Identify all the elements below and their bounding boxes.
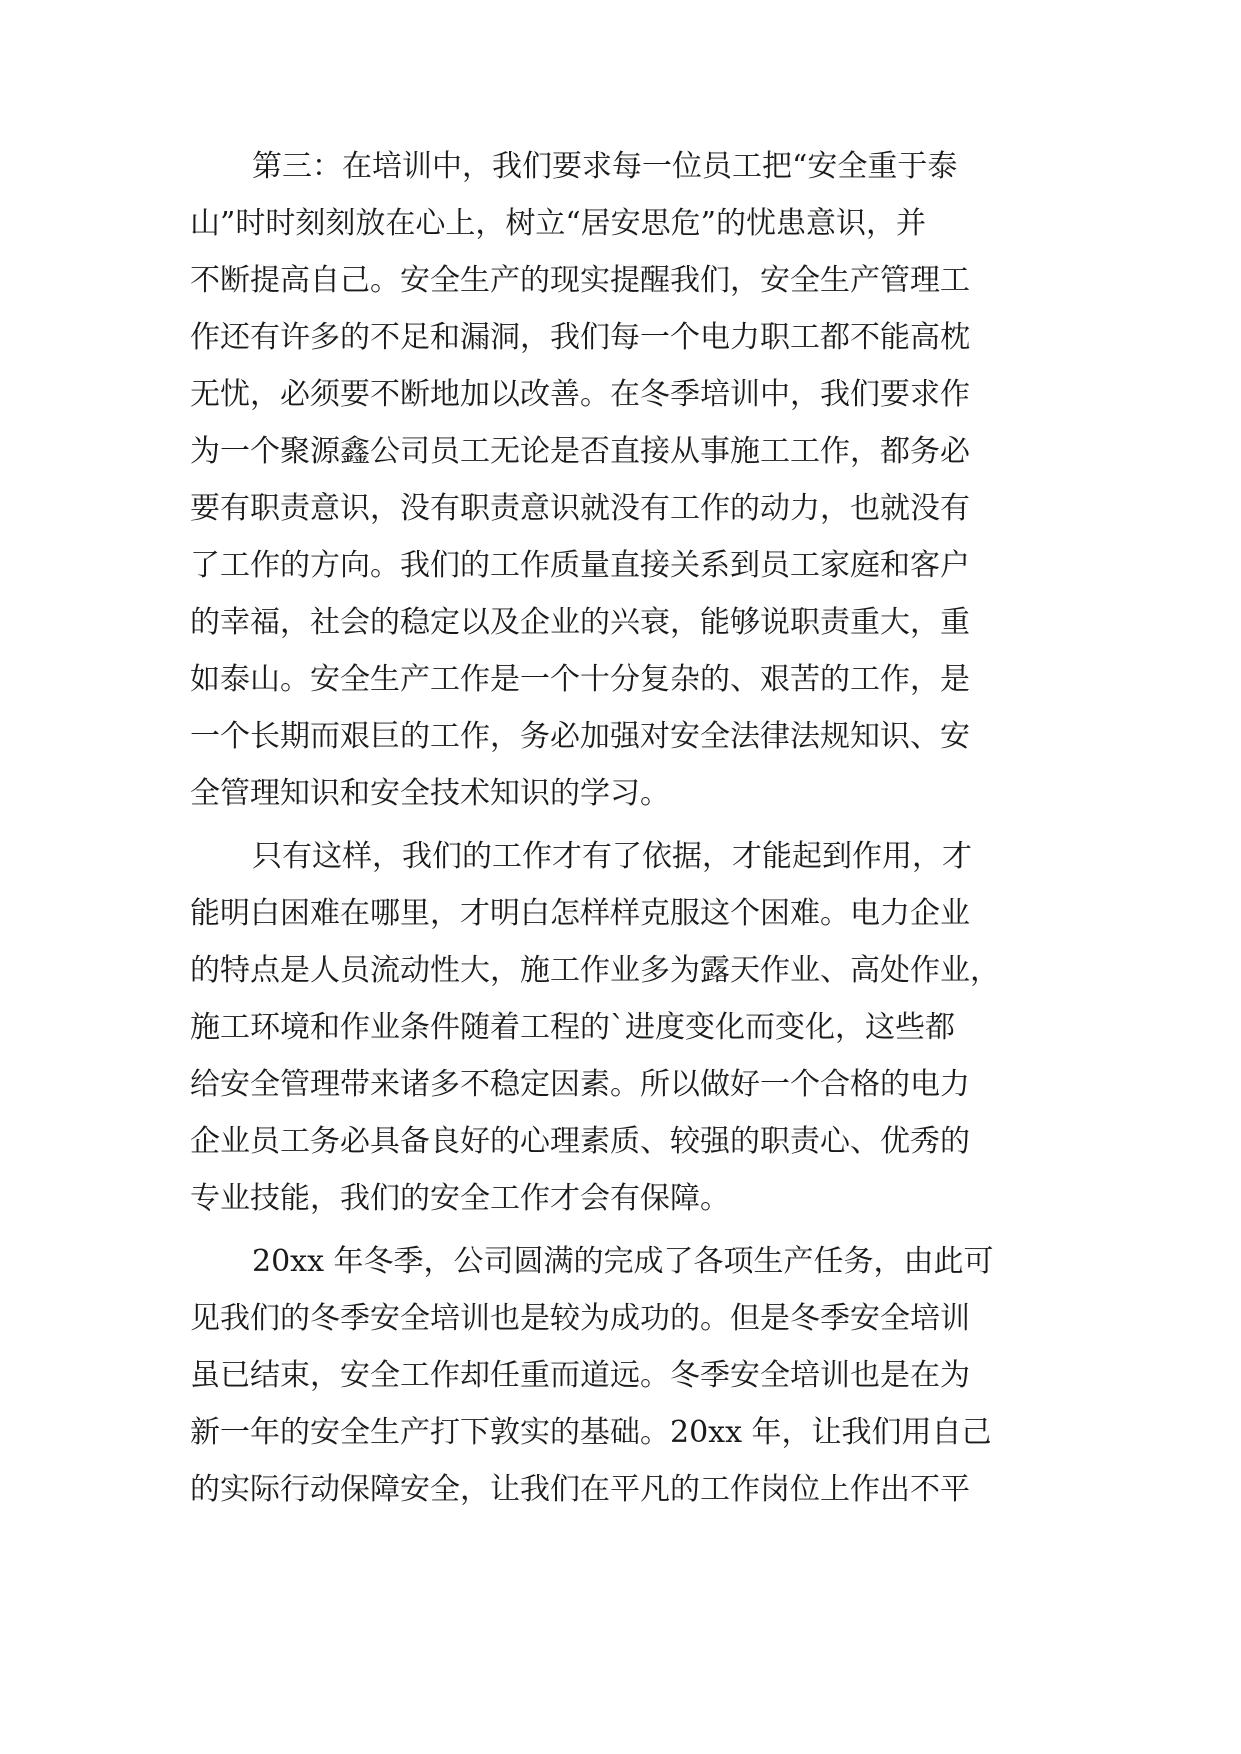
text-line: 只有这样，我们的工作才有了依据，才能起到作用，才: [252, 839, 972, 874]
text-line: 给安全管理带来诸多不稳定因素。所以做好一个合格的电力: [190, 1067, 970, 1102]
text-line: 作还有许多的不足和漏洞，我们每一个电力职工都不能高枕: [190, 320, 970, 355]
text-line: 见我们的冬季安全培训也是较为成功的。但是冬季安全培训: [190, 1301, 970, 1336]
text-line: 的幸福，社会的稳定以及企业的兴衰，能够说职责重大，重: [190, 605, 970, 640]
text-line: 如泰山。安全生产工作是一个十分复杂的、艰苦的工作，是: [190, 662, 970, 697]
text-line: 的特点是人员流动性大，施工作业多为露天作业、高处作业，: [190, 953, 1000, 988]
text-line: 要有职责意识，没有职责意识就没有工作的动力，也就没有: [190, 491, 970, 526]
text-line: 一个长期而艰巨的工作，务必加强对安全法律法规知识、安: [190, 719, 970, 754]
text-line: 20xx 年冬季，公司圆满的完成了各项生产任务，由此可: [252, 1244, 994, 1279]
text-line: 第三：在培训中，我们要求每一位员工把“安全重于泰: [252, 149, 958, 184]
text-line: 企业员工务必具备良好的心理素质、较强的职责心、优秀的: [190, 1124, 970, 1159]
text-line: 无忧，必须要不断地加以改善。在冬季培训中，我们要求作: [190, 377, 970, 412]
text-line: 的实际行动保障安全，让我们在平凡的工作岗位上作出不平: [190, 1472, 970, 1507]
text-line: 全管理知识和安全技术知识的学习。: [190, 776, 670, 811]
text-line: 新一年的安全生产打下敦实的基础。20xx 年，让我们用自己: [190, 1415, 992, 1450]
text-line: 为一个聚源鑫公司员工无论是否直接从事施工工作，都务必: [190, 434, 970, 469]
text-line: 专业技能，我们的安全工作才会有保障。: [190, 1181, 730, 1216]
text-line: 山”时时刻刻放在心上，树立“居安思危”的忧患意识，并: [190, 206, 927, 241]
text-line: 能明白困难在哪里，才明白怎样样克服这个困难。电力企业: [190, 896, 970, 931]
text-line: 不断提高自己。安全生产的现实提醒我们，安全生产管理工: [190, 263, 970, 298]
text-line: 虽已结束，安全工作却任重而道远。冬季安全培训也是在为: [190, 1358, 970, 1393]
text-line: 了工作的方向。我们的工作质量直接关系到员工家庭和客户: [190, 548, 970, 583]
text-line: 施工环境和作业条件随着工程的`进度变化而变化，这些都: [190, 1010, 955, 1045]
